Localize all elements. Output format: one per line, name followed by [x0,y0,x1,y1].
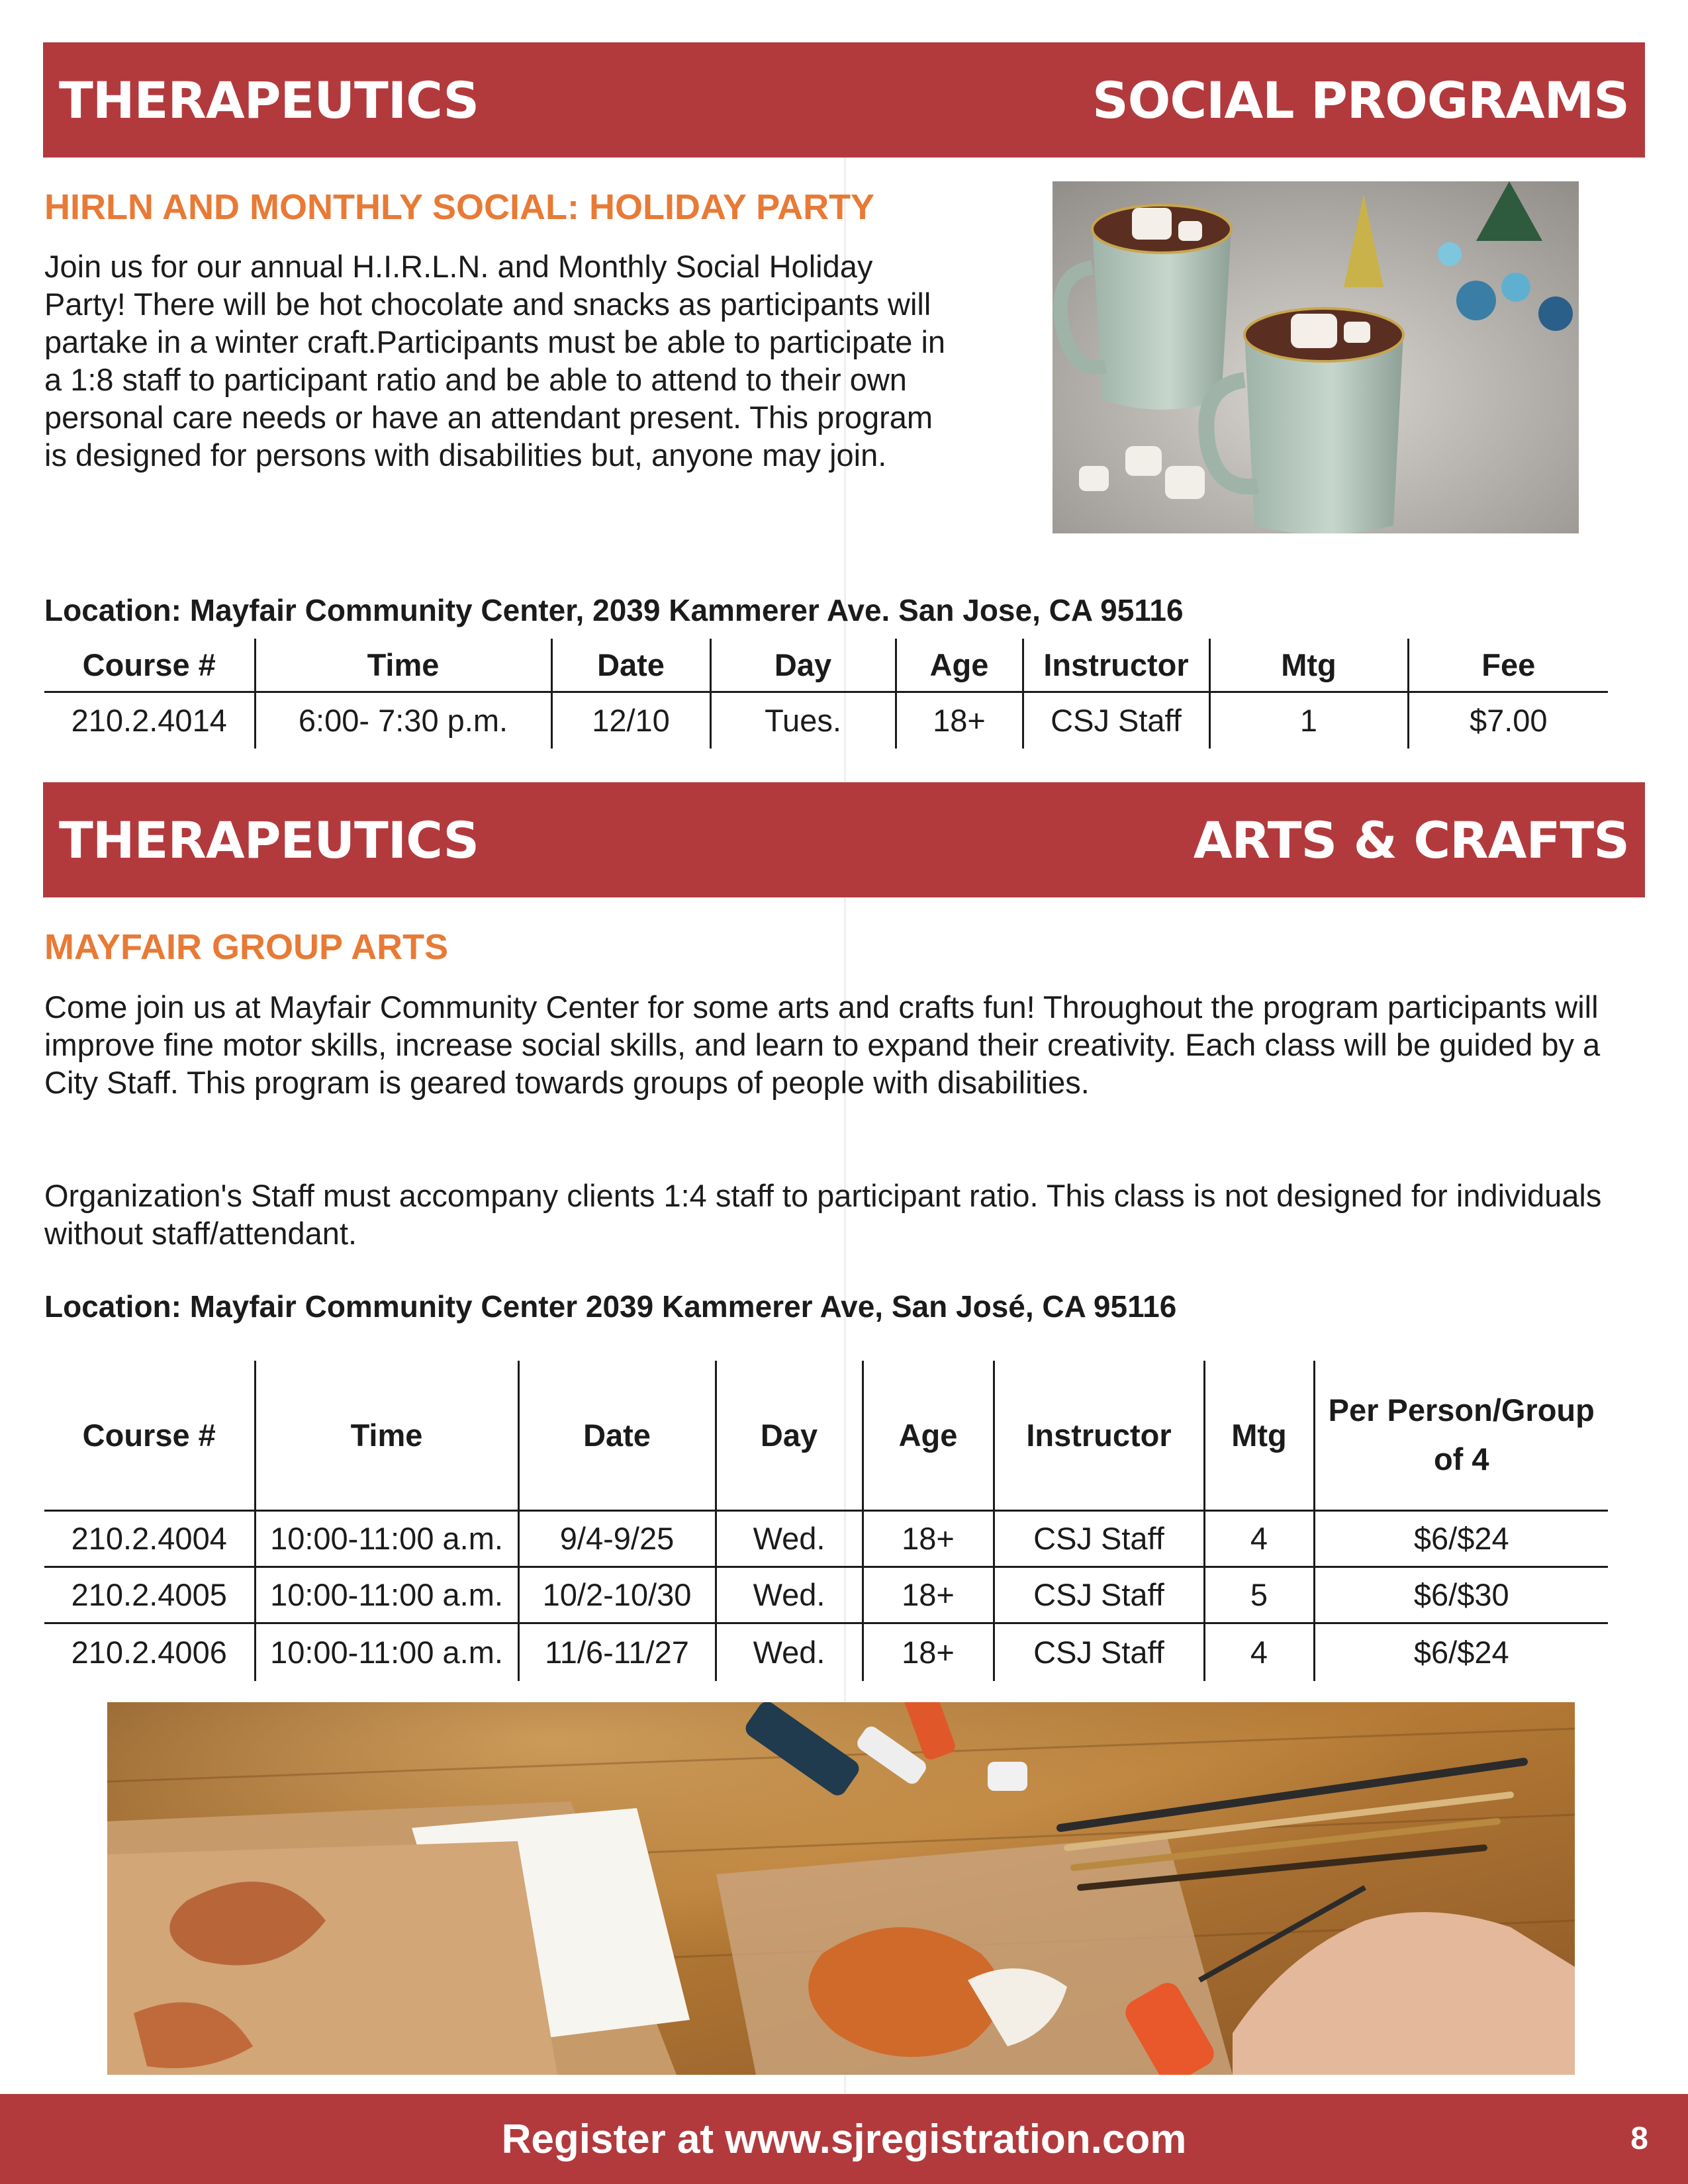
banner-right-label: ARTS & CRAFTS [1193,810,1629,870]
page-number: 8 [1630,2121,1648,2156]
banner-right-label: SOCIAL PROGRAMS [1092,70,1629,130]
cell-day: Tues. [710,692,896,749]
location-group-arts: Location: Mayfair Community Center 2039 Kammerer Ave, San José, CA 95116 [44,1289,1177,1324]
cell-fee: $6/$30 [1314,1567,1608,1623]
cell-mtg: 4 [1204,1623,1314,1681]
col-header-course: Course # [82,647,216,682]
col-header-day: Day [710,639,896,692]
cell-course: 210.2.4014 [71,703,227,739]
program-title-holiday-party: HIRLN AND MONTHLY SOCIAL: HOLIDAY PARTY [44,187,875,227]
col-header-course: Course # [82,1417,216,1453]
table-row [44,692,1608,749]
program-description-group-arts: Come join us at Mayfair Community Center for some arts and crafts fun! Throughout the program participants will improve fine motor skills, increase social skills, and learn to expand their creativity. Each class will be guided by a City Staff. This program is geared towards groups of people with disabilities. [44,989,1601,1100]
arts-and-crafts-photo [107,1702,1575,2075]
schedule-table-group-arts [44,1361,1608,1681]
cell-fee: $6/$24 [1314,1623,1608,1681]
col-header-age: Age [863,1361,994,1510]
table-header-row [44,639,1608,692]
cell-date: 9/4-9/25 [518,1510,716,1567]
col-header-time: Time [255,639,551,692]
cell-day: Wed. [716,1510,863,1567]
cell-age: 18+ [896,692,1023,749]
col-header-instructor: Instructor [994,1361,1204,1510]
cell-age: 18+ [863,1510,994,1567]
cell-fee: $7.00 [1408,692,1608,749]
table-row [44,1623,1608,1681]
schedule-table-holiday-party [44,639,1608,749]
cell-age: 18+ [863,1567,994,1623]
banner-left-label: THERAPEUTICS [59,810,479,870]
cell-time: 10:00-11:00 a.m. [255,1567,518,1623]
location-holiday-party: Location: Mayfair Community Center, 2039 Kammerer Ave. San Jose, CA 95116 [44,593,1184,627]
cell-instructor: CSJ Staff [994,1623,1204,1681]
col-header-date: Date [551,639,710,692]
col-header-per-person-group: Per Person/Group of 4 [1314,1361,1608,1510]
col-header-age: Age [896,639,1023,692]
cell-time: 10:00-11:00 a.m. [255,1623,518,1681]
cell-mtg: 4 [1204,1510,1314,1567]
table-row [44,1510,1608,1567]
hot-chocolate-photo [1053,181,1579,533]
cell-instructor: CSJ Staff [994,1567,1204,1623]
cell-day: Wed. [716,1623,863,1681]
cell-age: 18+ [863,1623,994,1681]
cell-day: Wed. [716,1567,863,1623]
banner-left-label: THERAPEUTICS [59,70,479,130]
table-row [44,1567,1608,1623]
program-staff-note: Organization's Staff must accompany clients 1:4 staff to participant ratio. This class is not designed for individuals without staff/attendant. [44,1178,1602,1251]
cell-instructor: CSJ Staff [1023,692,1209,749]
col-header-mtg: Mtg [1209,639,1408,692]
cell-time: 6:00- 7:30 p.m. [255,692,551,749]
col-header-fee: Fee [1408,639,1608,692]
cell-mtg: 1 [1209,692,1408,749]
cell-mtg: 5 [1204,1567,1314,1623]
col-header-time: Time [255,1361,518,1510]
cell-date: 12/10 [551,692,710,749]
section-banner-social-programs [43,42,1645,158]
col-header-instructor: Instructor [1023,639,1209,692]
col-header-mtg: Mtg [1204,1361,1314,1510]
cell-date: 11/6-11/27 [518,1623,716,1681]
table-header-row [44,1361,1608,1510]
cell-time: 10:00-11:00 a.m. [255,1510,518,1567]
col-header-date: Date [518,1361,716,1510]
cell-course: 210.2.4005 [71,1577,227,1612]
cell-fee: $6/$24 [1314,1510,1608,1567]
cell-date: 10/2-10/30 [518,1567,716,1623]
cell-course: 210.2.4006 [71,1635,227,1670]
program-description-holiday-party: Join us for our annual H.I.R.L.N. and Monthly Social Holiday Party! There will be hot chocolate and snacks as participants will partake in a winter craft.Participants must be able to participate in a 1:8 staff to participant ratio and be able to attend to their own personal care needs or have an attendant present. This program is designed for persons with disabilities but, anyone may join. [44,249,946,473]
cell-instructor: CSJ Staff [994,1510,1204,1567]
section-banner-arts-crafts [43,782,1645,897]
program-title-group-arts: MAYFAIR GROUP ARTS [44,927,449,967]
col-header-day: Day [716,1361,863,1510]
cell-course: 210.2.4004 [71,1521,227,1556]
register-link[interactable]: Register at www.sjregistration.com [501,2116,1187,2162]
footer-bar [0,2094,1688,2184]
